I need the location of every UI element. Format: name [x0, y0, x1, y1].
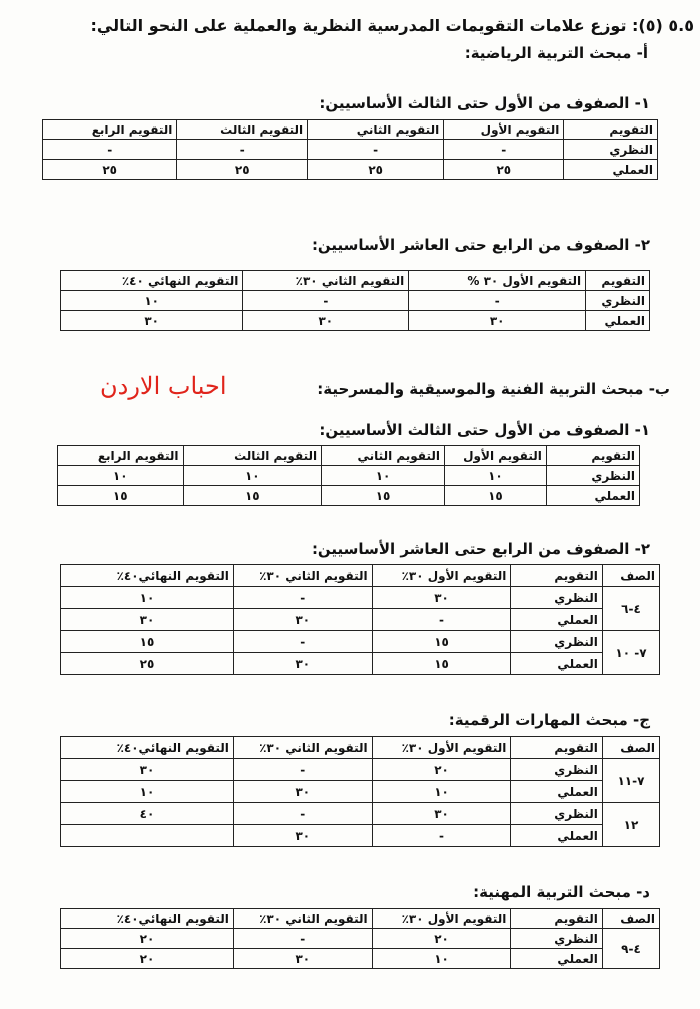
table-row — [58, 466, 640, 486]
section-c-title: ج- مبحث المهارات الرقمية: — [448, 711, 650, 729]
table-cell: - — [444, 140, 564, 160]
grade-cell: ٤-٦ — [602, 587, 659, 631]
table-cell: ٣٠ — [233, 949, 372, 969]
table-b2 — [60, 564, 660, 675]
table-cell: - — [372, 825, 511, 847]
row-label: النظري — [511, 587, 602, 609]
table-row — [61, 587, 660, 609]
column-header: التقويم الأول ٣٠٪ — [372, 737, 511, 759]
row-label: النظري — [564, 140, 658, 160]
table-cell: ٤٠ — [61, 803, 234, 825]
table-cell: ١٠ — [183, 466, 322, 486]
row-label: العملي — [511, 825, 602, 847]
column-header: التقويم — [511, 737, 602, 759]
table-cell: ٣٠ — [233, 653, 372, 675]
table-cell: ٣٠ — [233, 825, 372, 847]
table-cell: ١٠ — [61, 781, 234, 803]
intro-heading: ٥.٥ (٥): توزع علامات التقويمات المدرسية النظرية والعملية على النحو التالي: — [90, 16, 694, 35]
section-b-sub2: ٢- الصفوف من الرابع حتى العاشر الأساسيين: — [311, 540, 650, 558]
column-header: الصف — [602, 737, 659, 759]
column-header: الصف — [602, 565, 659, 587]
header-row — [61, 909, 660, 929]
grade-cell: ٧- ١٠ — [602, 631, 659, 675]
table-cell: ٢٥ — [444, 160, 564, 180]
table-cell: - — [43, 140, 177, 160]
table-c — [60, 736, 660, 847]
table-cell: ١٠ — [58, 466, 184, 486]
row-label: النظري — [511, 759, 602, 781]
section-a-sub1: ١- الصفوف من الأول حتى الثالث الأساسيين: — [319, 94, 650, 112]
table-cell: ٣٠ — [233, 781, 372, 803]
column-header: التقويم الأول — [444, 120, 564, 140]
section-d-title: د- مبحث التربية المهنية: — [473, 883, 650, 901]
column-header: التقويم الثاني ٣٠٪ — [233, 909, 372, 929]
table-cell: - — [233, 631, 372, 653]
column-header: التقويم الأول ٣٠٪ — [372, 565, 511, 587]
watermark-text: احباب الاردن — [100, 372, 227, 400]
table-cell: ١٠ — [372, 949, 511, 969]
table-cell: ٣٠ — [61, 311, 243, 331]
table-cell: ٢٠ — [61, 949, 234, 969]
column-header: التقويم الرابع — [43, 120, 177, 140]
table-cell: - — [177, 140, 308, 160]
column-header: التقويم — [564, 120, 658, 140]
column-header: التقويم الثاني ٣٠٪ — [243, 271, 409, 291]
table-cell: ٢٠ — [372, 759, 511, 781]
table-cell: - — [308, 140, 444, 160]
table-cell: ٢٥ — [308, 160, 444, 180]
table-cell: - — [243, 291, 409, 311]
table-cell: ١٠ — [372, 781, 511, 803]
table-cell: ١٥ — [372, 631, 511, 653]
table-cell: ٣٠ — [372, 587, 511, 609]
table-cell: ١٥ — [58, 486, 184, 506]
table-a2 — [60, 270, 650, 331]
column-header: الصف — [602, 909, 659, 929]
column-header: التقويم النهائي٤٠٪ — [61, 909, 234, 929]
row-label: النظري — [586, 291, 650, 311]
header-row — [43, 120, 658, 140]
column-header: التقويم النهائي٤٠٪ — [61, 737, 234, 759]
table-cell: ٢٥ — [177, 160, 308, 180]
table-cell: ١٥ — [61, 631, 234, 653]
table-cell: - — [233, 929, 372, 949]
table-cell: ١٥ — [183, 486, 322, 506]
section-b-title: ب- مبحث التربية الفنية والموسيقية والمسرحية: — [317, 380, 670, 398]
column-header: التقويم الثالث — [183, 446, 322, 466]
table-row — [61, 631, 660, 653]
table-cell: ١٥ — [444, 486, 546, 506]
column-header: التقويم النهائي٤٠٪ — [61, 565, 234, 587]
row-label: النظري — [511, 929, 602, 949]
table-cell: ١٥ — [322, 486, 445, 506]
table-cell: - — [233, 759, 372, 781]
table-cell: ٣٠ — [372, 803, 511, 825]
column-header: التقويم الأول — [444, 446, 546, 466]
grade-cell: ١٢ — [602, 803, 659, 847]
row-label: النظري — [511, 803, 602, 825]
row-label: العملي — [511, 609, 602, 631]
row-label: العملي — [564, 160, 658, 180]
table-a1 — [42, 119, 658, 180]
section-a-sub2: ٢- الصفوف من الرابع حتى العاشر الأساسيين: — [311, 236, 650, 254]
table-cell: - — [233, 587, 372, 609]
section-a-title: أ- مبحث التربية الرياضية: — [464, 44, 648, 62]
table-cell: ٣٠ — [243, 311, 409, 331]
column-header: التقويم الثاني ٣٠٪ — [233, 565, 372, 587]
table-row — [61, 825, 660, 847]
table-cell: - — [409, 291, 586, 311]
table-cell: - — [372, 609, 511, 631]
table-cell — [61, 825, 234, 847]
header-row — [61, 271, 650, 291]
row-label: العملي — [511, 653, 602, 675]
table-row — [43, 160, 658, 180]
table-row — [61, 781, 660, 803]
table-b1 — [57, 445, 640, 506]
table-row — [61, 929, 660, 949]
row-label: النظري — [511, 631, 602, 653]
table-row — [61, 759, 660, 781]
row-label: العملي — [511, 949, 602, 969]
row-label: العملي — [546, 486, 639, 506]
table-row — [61, 291, 650, 311]
header-row — [61, 737, 660, 759]
grade-cell: ٧-١١ — [602, 759, 659, 803]
table-row — [61, 311, 650, 331]
table-d — [60, 908, 660, 969]
row-label: العملي — [511, 781, 602, 803]
column-header: التقويم الثاني ٣٠٪ — [233, 737, 372, 759]
column-header: التقويم الثالث — [177, 120, 308, 140]
table-row — [61, 653, 660, 675]
table-cell: ١٠ — [61, 291, 243, 311]
table-cell: ٢٠ — [61, 929, 234, 949]
table-cell: ١٠ — [444, 466, 546, 486]
column-header: التقويم — [511, 565, 602, 587]
table-row — [58, 486, 640, 506]
column-header: التقويم — [546, 446, 639, 466]
table-row — [61, 609, 660, 631]
table-cell: ١٥ — [372, 653, 511, 675]
row-label: النظري — [546, 466, 639, 486]
table-row — [61, 949, 660, 969]
table-cell: ٣٠ — [61, 609, 234, 631]
table-cell: - — [233, 803, 372, 825]
column-header: التقويم — [586, 271, 650, 291]
grade-cell: ٤-٩ — [602, 929, 659, 969]
table-cell: ١٠ — [322, 466, 445, 486]
column-header: التقويم الثاني — [322, 446, 445, 466]
section-b-sub1: ١- الصفوف من الأول حتى الثالث الأساسيين: — [319, 421, 650, 439]
table-cell: ٢٥ — [43, 160, 177, 180]
column-header: التقويم — [511, 909, 602, 929]
column-header: التقويم الأول ٣٠٪ — [372, 909, 511, 929]
table-cell: ٢٠ — [372, 929, 511, 949]
table-cell: ١٠ — [61, 587, 234, 609]
header-row — [58, 446, 640, 466]
header-row — [61, 565, 660, 587]
table-cell: ٣٠ — [61, 759, 234, 781]
table-cell: ٣٠ — [409, 311, 586, 331]
table-row — [61, 803, 660, 825]
column-header: التقويم الثاني — [308, 120, 444, 140]
column-header: التقويم الأول ٣٠ % — [409, 271, 586, 291]
table-row — [43, 140, 658, 160]
row-label: العملي — [586, 311, 650, 331]
column-header: التقويم النهائي ٤٠٪ — [61, 271, 243, 291]
table-cell: ٢٥ — [61, 653, 234, 675]
column-header: التقويم الرابع — [58, 446, 184, 466]
table-cell: ٣٠ — [233, 609, 372, 631]
